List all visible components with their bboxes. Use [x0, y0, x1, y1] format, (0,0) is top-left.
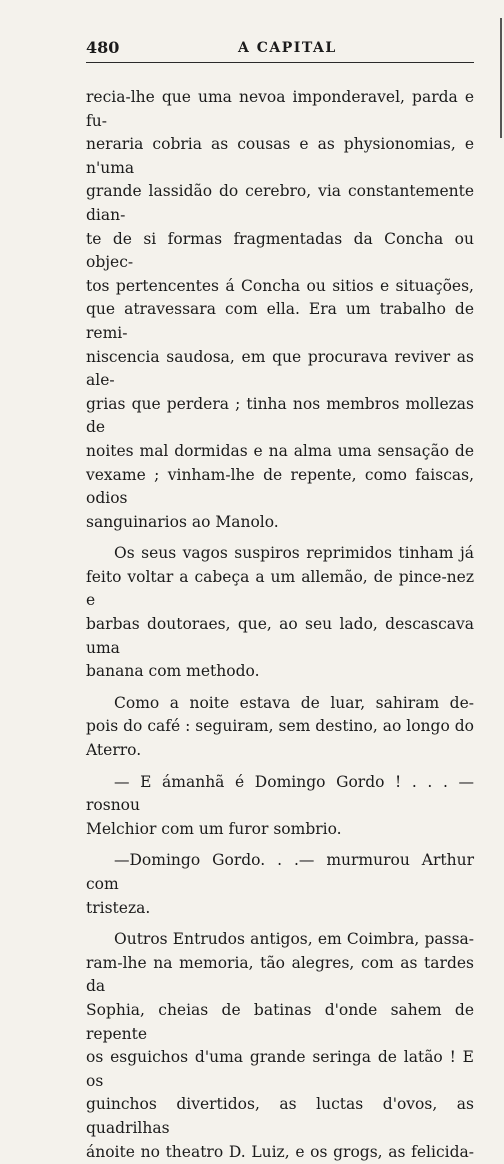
- text-line: grande lassidão do cerebro, via constantemente dian-: [86, 182, 474, 224]
- text-line: banana com methodo.: [86, 662, 260, 681]
- body-text: [86, 86, 474, 1164]
- text-line: ánoite no theatro D. Luiz, e os grogs, as felicida-: [86, 1142, 474, 1161]
- text-line: —Domingo Gordo. . .— murmurou Arthur com: [86, 851, 474, 893]
- text-line: que atravessara com ella. Era um trabalho de remi-: [86, 300, 474, 342]
- text-line: grias que perdera ; tinha nos membros mollezas de: [86, 394, 474, 437]
- page-header: [86, 38, 474, 62]
- text-line: pois do café : seguiram, sem destino, ao longo do: [86, 717, 474, 736]
- text-line: neraria cobria as cousas e as physionomias, e n'uma: [86, 135, 474, 177]
- page-number: 480: [86, 38, 120, 57]
- text-line: te de si formas fragmentadas da Concha ou objec-: [86, 229, 474, 272]
- header-rule: [86, 62, 474, 63]
- text-line: — E ámanhã é Domingo Gordo ! . . . — rosnou: [86, 772, 474, 815]
- text-line: Melchior com um furor sombrio.: [86, 819, 342, 838]
- text-line: os esguichos d'uma grande seringa de latão ! E os: [86, 1048, 474, 1090]
- text-line: Como a noite estava de luar, sahiram de-: [114, 693, 474, 712]
- text-line: sanguinarios ao Manolo.: [86, 512, 279, 531]
- text-line: Os seus vagos suspiros reprimidos tinham já: [114, 544, 474, 563]
- paragraph-4: [86, 771, 474, 842]
- paragraph-1: [86, 86, 474, 534]
- text-line: ram-lhe na memoria, tão alegres, com as tardes da: [86, 953, 474, 996]
- text-line: tos pertencentes á Concha ou sitios e situações,: [86, 276, 474, 295]
- paragraph-6: [86, 928, 474, 1164]
- text-line: niscencia saudosa, em que procurava reviver as ale-: [86, 347, 474, 390]
- page-edge-shadow: [500, 18, 502, 138]
- text-line: Sophia, cheias de batinas d'onde sahem de repente: [86, 1000, 474, 1043]
- paragraph-3: [86, 692, 474, 763]
- text-line: noites mal dormidas e na alma uma sensação de: [86, 441, 474, 460]
- text-line: recia-lhe que uma nevoa imponderavel, parda e fu-: [86, 88, 474, 130]
- text-line: vexame ; vinham-lhe de repente, como faiscas, odios: [86, 465, 474, 508]
- text-line: guinchos divertidos, as luctas d'ovos, as quadrilhas: [86, 1095, 474, 1137]
- text-line: barbas doutoraes, que, ao seu lado, descascava uma: [86, 615, 474, 657]
- running-head: A CAPITAL: [238, 40, 337, 56]
- text-line: feito voltar a cabeça a um allemão, de pince-nez e: [86, 567, 474, 610]
- paragraph-5: [86, 849, 474, 920]
- paragraph-2: [86, 542, 474, 684]
- text-line: Aterro.: [86, 741, 142, 760]
- text-line: Outros Entrudos antigos, em Coimbra, passa-: [114, 930, 474, 949]
- text-line: tristeza.: [86, 898, 151, 917]
